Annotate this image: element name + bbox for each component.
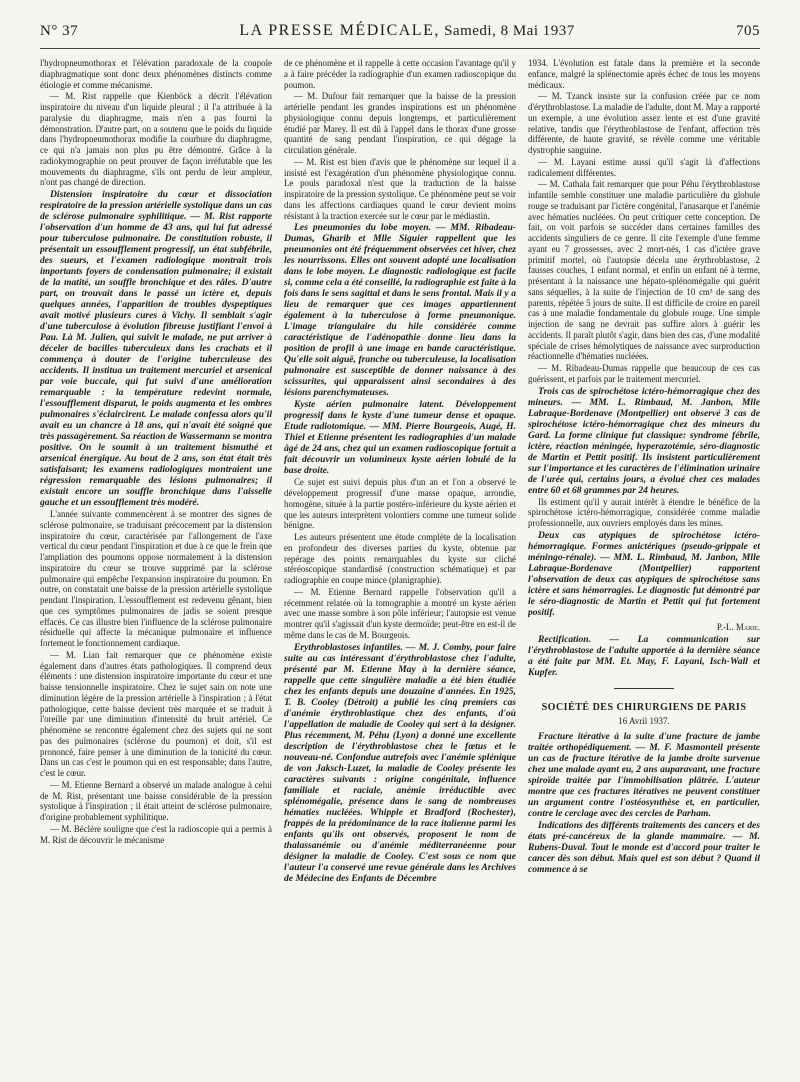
paragraph: Ils estiment qu'il y aurait intérêt à étendre le bénéfice de la spirochétose ictéro-hémorragique, considérée comme maladie professionnelle, aux ouvriers employés dans les mines.: [528, 496, 760, 528]
column-1: [40, 58, 272, 1068]
column-2: [284, 58, 516, 1068]
section-heading: Erythroblastoses infantiles. — M. J. Comby, pour faire suite au cas intéressant d'érythroblastose chez l'adulte, présenté par M. Etienne May à la dernière séance, rappelle que cette singulière maladie a été bien étudiée chez les enfants depuis une douzaine d'années. En 1925, T. B. Cooley (Détroit) a publié les cinq premiers cas d'anémie érythroblastique chez des enfants, d'où l'appellation de maladie de Cooley qui sert à la désigner. Plus récemment, M. Péhu (Lyon) a donné une excellente description de l'érythroblastose chez le fœtus et le nouveau-né. Confondue autrefois avec l'anémie splénique de von Jaksch-Luzet, la maladie de Cooley présente les caractères suivants : origine congénitale, influence familiale et raciale, anémie irréductible avec splénomégalie, présence dans le sang de nombreuses hématies nucléées. Whipple et Bradford (Rochester), frappés de la prédominance de la race italienne parmi les enfants qu'ils ont observés, proposent le nom de thalassanémie ou d'anémie méditerranéenne pour désigner la maladie de Cooley. C'est sous ce nom que l'auteur l'a conservé une revue générale dans les Archives de Médecine des Enfants de Décembre: [284, 641, 516, 884]
author-signature: P.-L. Marie.: [716, 621, 760, 632]
section-heading: Distension inspiratoire du cœur et dissociation respiratoire de la pression artérielle systolique dans un cas de sclérose pulmonaire syphilitique. — M. Rist rapporte l'observation d'un homme de 43 ans, qui lui fut adressé pour tuberculose pulmonaire. De constitution robuste, il présentait un essoufflement progressif, un état subfébrile, des sueurs, et l'examen radiologique montrait trois importants foyers de condensation pulmonaire; il existait de la matité, un souffle bronchique et des râles. D'autre part, on trouvait dans le passé un ictère et, depuis quelques années, l'apparition de troubles dyspeptiques avait motivé plusieurs cures à Vichy. Il semblait s'agir d'une tuberculose à évolution fibreuse justifiant l'envoi à Pau. Là M. Julien, qui suivit le malade, ne put arriver à déceler de bacilles tuberculeux dans les crachats et il commença à douter de l'origine tuberculeuse des accidents. Il institua un traitement mercuriel et arsenical par voie buccale, qui fut suivi d'une amélioration remarquable : la température redevint normale, l'essoufflement disparut, le poids augmenta et les ombres pulmonaires s'éclaircirent. Le malade confessa alors qu'il avait eu un chancre à 18 ans, qui n'avait été soigné que très passagèrement. Sa réaction de Wassermann se montra positive. On le soumit à un traitement bismuthé et arsenical énergique. Au bout de 2 ans, son état était très satisfaisant; les examens radiologiques montraient une régression remarquable des lésions pulmonaires; il existait encore un souffle bronchique dans l'aisselle gauche et un essoufflement très modéré.: [40, 189, 272, 508]
paragraph: — M. Béclère souligne que c'est la radioscopie qui a permis à M. Rist de découvrir le mécanisme: [40, 823, 272, 845]
paragraph: — M. Layani estime aussi qu'il s'agit là d'affections radicalement différentes.: [528, 156, 760, 178]
paragraph: — M. Etienne Bernard rappelle l'observation qu'il a récemment relatée où la tomographie a montré un kyste aérien avec une masse sombre à son pôle inférieur; l'autopsie est venue montrer qu'il s'agissait d'un kyste dermoïde; peut-être en est-il de même dans le cas de M. Bourgeois.: [284, 586, 516, 640]
section-divider: [614, 688, 674, 689]
journal-title: LA PRESSE MÉDICALE,: [239, 22, 440, 39]
section-heading: Les pneumonies du lobe moyen. — MM. Ribadeau-Dumas, Gharib et Mlle Siguier rappellent que les pneumonies ont été fréquemment observées cet hiver, chez les nourrissons. Elles ont souvent adopté une localisation dans le lobe moyen. Le diagnostic radiologique est facile si, comme cela a été conseillé, la radiographie est faite à la fois dans le sens sagittal et dans le sens frontal. Mais il y a lieu de remarquer que ces images appartiennent également à la tuberculose à forme pneumonique. L'image triangulaire du hile considérée comme caractéristique de l'adénopathie donne lieu dans la position de profil à une image en bande caractéristique. Qu'elle soit aiguë, franche ou tuberculeuse, la localisation pulmonaire est susceptible de donner naissance à des scissurites, qui apparaissent ainsi secondaires à des lésions parenchymateuses.: [284, 222, 516, 399]
article-columns: [40, 58, 760, 1068]
session-date: 16 Avril 1937.: [618, 716, 670, 727]
paragraph: — M. Rist est bien d'avis que le phénomène sur lequel il a insisté est l'exagération d'un phénomène physiologique connu. Le pouls paradoxal n'est que la traduction de la baisse inspiratoire de la pression systolique. Ce phénomène peut se voir dans les affections cardiaques quand le cœur devient moins résistant à la traction exercée sur le cœur par le médiastin.: [284, 156, 516, 221]
paragraph: 1934. L'évolution est fatale dans la première et la seconde enfance, malgré la splénectomie après échec de tous les moyens médicaux.: [528, 58, 760, 90]
paragraph: — M. Lian fait remarquer que ce phénomène existe également dans d'autres états pathologiques. Il comprend deux éléments : une distension inspiratoire importante du cœur et une baisse tensionnelle inspiratoire. Chez le sujet sain on note une diminution légère de la pression artérielle à l'inspiration ; à l'état pathologique, cette baisse devient très marquée et se traduit à l'oreille par une diminution d'intensité du bruit artériel. Ce phénomène se rencontre également chez des sujets qui ne sont pas des pulmonaires (sclérose du poumon) et doit, s'il est prononcé, faire penser à une diminution de la tonicité du cœur. Dans un cas c'est le poumon qui en est responsable; dans l'autre, c'est le cœur.: [40, 649, 272, 778]
section-heading: Kyste aérien pulmonaire latent. Développement progressif dans le kyste d'une tumeur dense et opaque. Etude radiotomique. — MM. Pierre Bourgeois, Augé, H. Thiel et Etienne présentent les radiographies d'un malade âgé de 24 ans, chez qui un examen radioscopique fortuit a fait découvrir un volumineux kyste aérien lobulé de la base droite.: [284, 399, 516, 477]
section-heading: Deux cas atypiques de spirochétose ictéro-hémorragique. Formes anictériques (pseudo-grippale et méningo-rénale). — MM. L. Rimbaud, M. Janbon, Mlle Labraque-Bordenave (Montpellier) rapportent l'observation de deux cas atypiques de spirochétose sans ictère et sans hémorragies. Le diagnostic fut démontré par le séro-diagnostic de Martin et Pettit qui fut fortement positif.: [528, 529, 760, 618]
paragraph: L'année suivante commencèrent à se montrer des signes de sclérose pulmonaire, se traduisant précocement par la distension inspiratoire du cœur, caractérisée par l'allongement de l'axe vertical du cœur pendant l'inspiration et due à ce que le frein que l'ampliation des poumons oppose normalement à la distension inspiratoire du cœur se trouve supprimé par la sclérose pulmonaire qui empêche l'expansion inspiratoire du poumon. En outre, on constatait une baisse de la pression artérielle systolique pendant l'inspiration. L'essoufflement est redevenu gênant, bien que ces symptômes pulmonaires de jadis se soient presque effacés. Ce cas illustre bien l'influence de la sclérose pulmonaire résiduelle qui affecte la mécanique pulmonaire et influence fortement le fonctionnement cardiaque.: [40, 509, 272, 648]
column-3: [528, 58, 760, 1068]
paragraph: — M. Rist rappelle que Kienböck a décrit l'élévation inspiratoire du niveau d'un liquide pleural ; il l'a attribuée à la paralysie du diaphragme, mais n'en a pas fourni la démonstration. D'autre part, on a soutenu que le poids du liquide dans l'hydropneumothorax modifie la courbure du diaphragme, ce qui n'a jamais non plus pu être démontré. Grâce à la radiokymographie on peut prouver de façon irréfutable que les mouvements du diaphragme, s'ils ont perdu de leur ampleur, n'ont pas changé de direction.: [40, 91, 272, 188]
paragraph: Ce sujet est suivi depuis plus d'un an et l'on a observé le développement progressif d'une masse opaque, arrondie, homogène, située à la partie postéro-inférieure du kyste aérien et que les auteurs interprètent volontiers comme une tumeur solide bénigne.: [284, 477, 516, 531]
issue-number: N° 37: [40, 23, 79, 39]
paragraph: — M. Ribadeau-Dumas rappelle que beaucoup de ces cas guérissent, et parfois par le traitement mercuriel.: [528, 363, 760, 384]
paragraph: l'hydropneumothorax et l'élévation paradoxale de la coupole diaphragmatique sont donc deux phénomènes distincts comme étiologie et comme mécanisme.: [40, 58, 272, 90]
paragraph: — M. Dufour fait remarquer que la baisse de la pression artérielle pendant les grandes inspirations est un phénomène physiologique connu depuis longtemps, et particulièrement étudié par Marey. Il est dû à l'appel dans le thorax d'une grosse quantité de sang pendant l'inspiration, ce qui dégage la circulation générale.: [284, 91, 516, 155]
page-number: 705: [735, 23, 760, 39]
paragraph: — M. Tzanck insiste sur la confusion créée par ce nom d'érythroblastose. La maladie de l'adulte, dont M. May a rapporté un exemple, a une évolution assez lente et est d'une gravité relative, tandis que l'érythroblastose de l'enfant, affection très différente, de haute gravité, se révèle comme une véritable dystrophie sanguine.: [528, 91, 760, 155]
society-heading: SOCIÉTÉ DES CHIRURGIENS DE PARIS: [541, 701, 747, 713]
paragraph: — M. Etienne Bernard a observé un malade analogue à celui de M. Rist, présentant une baisse considérable de la pression systolique à l'inspiration ; il était atteint de sclérose pulmonaire, d'origine probablement syphilitique.: [40, 779, 272, 822]
issue-date: Samedi, 8 Mai 1937: [444, 23, 575, 39]
section-heading: Fracture itérative à la suite d'une fracture de jambe traitée orthopédiquement. — M. F. Masmonteil présente un cas de fracture itérative de la jambe droite survenue chez une malade ayant eu, 2 ans auparavant, une fracture spiroïde traitée par l'immobilisation plâtrée. L'auteur montre que ces fractures itératives ne peuvent constituer un argument contre l'ostéosynthèse et, en particulier, contre le cerclage avec des cercles de Parham.: [528, 731, 760, 819]
section-heading: Trois cas de spirochétose ictéro-hémorragique chez des mineurs. — MM. L. Rimbaud, M. Janbon, Mlle Labraque-Bordenave (Montpellier) ont observé 3 cas de spirochétose ictéro-hémorragique chez des mineurs du Gard. La forme clinique fut classique: syndrome fébrile, ictère, réaction méningée, hyperazotémie, séro-diagnostic de Martin et Pettit positif. Ils insistent particulièrement sur l'importance et les caractères de l'élimination urinaire de l'urée qui, certains jours, a évolué chez ces malades entre 60 et 68 grammes par 24 heures.: [528, 385, 760, 496]
paragraph: Les auteurs présentent une étude complète de la localisation en profondeur des diverses parties du kyste, obtenue par repérage des points remarquables du kyste sur cliché stéréoscopique standardisé (construction schématique) et par radiographie en coupe mince (planigraphie).: [284, 532, 516, 585]
paragraph: — M. Cathala fait remarquer que pour Péhu l'érythroblastose infantile semble constituer une maladie particulière du globule rouge se traduisant par l'ictère congénital, l'anasarque et l'anémie avec hématies nucléées. On peut critiquer cette conception. De fait, on voit parfois se succéder dans certaines familles des accidents singuliers de ce genre. Il cite l'exemple d'une femme ayant eu 7 grossesses, avec 2 mort-nés, 1 cas d'ictère grave primitif mortel, où l'autopsie décela une érythroblastose, 2 fausses couches, 1 enfant normal, et enfin un enfant né à terme, présentant à la naissance une hépato-splénomégalie qui guérit sans séquelles, à la suite de l'injection de 10 cm³ de sang des parents, répétée 5 jours de suite. Il est difficile de croire en pareil cas à une maladie fondamentale du globule rouge. Une simple injection de sang ne devrait pas suffire alors à guérir les accidents. Il paraît plutôt s'agir, dans bien des cas, d'une modalité spéciale de crises hémolytiques de naissance avec surproduction réactionnelle d'hématies nucléées.: [528, 179, 760, 362]
paragraph: de ce phénomène et il rappelle à cette occasion l'avantage qu'il y a à faire précéder la radiographie d'un examen radioscopique du poumon.: [284, 58, 516, 90]
rectification-note: Rectification. — La communication sur l'érythroblastose de l'adulte apportée à la dernière séance a été faite par MM. Et. May, F. Layani, Isch-Wall et Kupfer.: [528, 633, 760, 678]
section-heading: Indications des différents traitements des cancers et des états pré-cancéreux de la glande mammaire. — M. Rubens-Duval. Tout le monde est d'accord pour traiter le cancer dès son début. Mais quel est son début ? Quand il commence à se: [528, 820, 760, 875]
masthead: [40, 22, 760, 49]
